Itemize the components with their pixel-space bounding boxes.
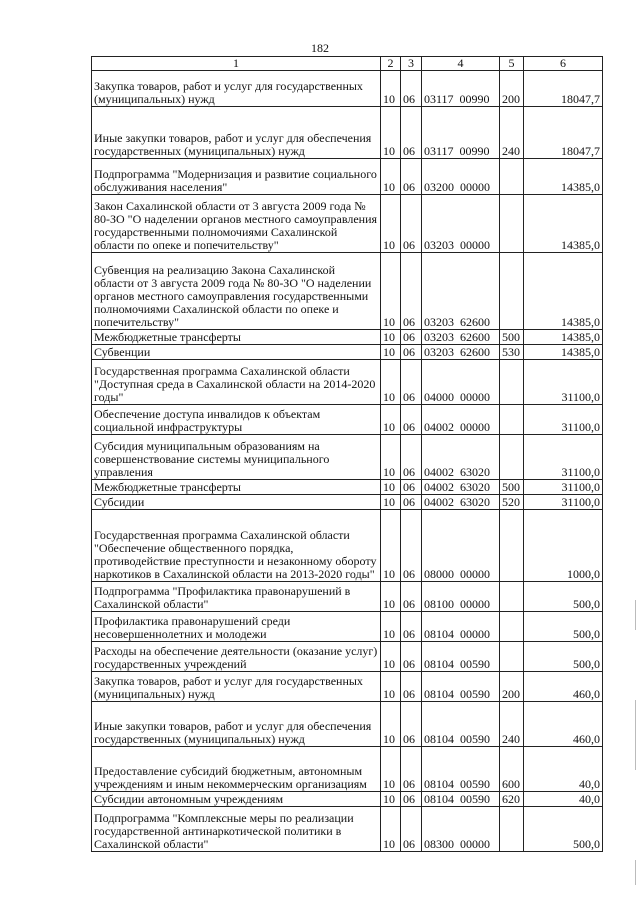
row-amount: 40,0 — [524, 747, 603, 792]
row-section: 10 — [381, 480, 401, 495]
scan-edge-mark — [635, 600, 636, 630]
row-subsection: 06 — [401, 582, 422, 612]
row-subsection: 06 — [401, 195, 422, 253]
row-name: Межбюджетные трансферты — [92, 480, 381, 495]
row-section: 10 — [381, 71, 401, 107]
table-row — [92, 330, 603, 345]
row-amount: 14385,0 — [524, 345, 603, 360]
scan-edge-mark — [635, 700, 636, 770]
header-row — [92, 57, 603, 71]
row-subsection: 06 — [401, 345, 422, 360]
row-target-code: 04002 00000 — [422, 405, 500, 435]
row-target-code: 08104 00590 — [422, 672, 500, 702]
row-section: 10 — [381, 582, 401, 612]
table-row — [92, 435, 603, 480]
row-section: 10 — [381, 495, 401, 510]
table-row — [92, 405, 603, 435]
row-subsection: 06 — [401, 495, 422, 510]
row-target-code: 04002 63020 — [422, 480, 500, 495]
table-row — [92, 792, 603, 807]
row-target-code: 03200 00000 — [422, 159, 500, 195]
column-header-section: 2 — [381, 57, 401, 71]
row-name: Подпрограмма "Профилактика правонарушений в Сахалинской области" — [92, 582, 381, 612]
row-target-code: 03117 00990 — [422, 107, 500, 159]
row-target-code: 08000 00000 — [422, 510, 500, 582]
row-amount: 460,0 — [524, 672, 603, 702]
column-header-target-code: 4 — [422, 57, 500, 71]
table-row — [92, 702, 603, 747]
row-expense-type: 600 — [500, 747, 524, 792]
row-target-code: 08104 00000 — [422, 612, 500, 642]
row-amount: 40,0 — [524, 792, 603, 807]
row-target-code: 03203 62600 — [422, 345, 500, 360]
column-header-subsection: 3 — [401, 57, 422, 71]
row-expense-type — [500, 360, 524, 405]
row-section: 10 — [381, 672, 401, 702]
row-target-code: 08100 00000 — [422, 582, 500, 612]
table-row — [92, 642, 603, 672]
row-name: Межбюджетные трансферты — [92, 330, 381, 345]
row-name: Закупка товаров, работ и услуг для государственных (муниципальных) нужд — [92, 672, 381, 702]
row-name: Предоставление субсидий бюджетным, автономным учреждениям и иным некоммерческим организациям — [92, 747, 381, 792]
row-section: 10 — [381, 612, 401, 642]
row-amount: 14385,0 — [524, 253, 603, 330]
row-expense-type — [500, 510, 524, 582]
table-row — [92, 807, 603, 852]
scan-edge-mark — [635, 860, 636, 885]
row-target-code: 08104 00590 — [422, 642, 500, 672]
row-target-code: 08104 00590 — [422, 747, 500, 792]
row-amount: 500,0 — [524, 612, 603, 642]
row-subsection: 06 — [401, 405, 422, 435]
row-amount: 31100,0 — [524, 360, 603, 405]
row-amount: 1000,0 — [524, 510, 603, 582]
row-name: Расходы на обеспечение деятельности (оказание услуг) государственных учреждений — [92, 642, 381, 672]
row-subsection: 06 — [401, 612, 422, 642]
row-name: Подпрограмма "Комплексные меры по реализации государственной антинаркотической политики в Сахалинской области" — [92, 807, 381, 852]
row-target-code: 08104 00590 — [422, 702, 500, 747]
row-name: Профилактика правонарушений среди несовершеннолетних и молодежи — [92, 612, 381, 642]
row-expense-type — [500, 807, 524, 852]
row-target-code: 04002 63020 — [422, 495, 500, 510]
row-expense-type: 240 — [500, 107, 524, 159]
row-target-code: 08104 00590 — [422, 792, 500, 807]
row-name: Иные закупки товаров, работ и услуг для обеспечения государственных (муниципальных) нужд — [92, 702, 381, 747]
row-subsection: 06 — [401, 253, 422, 330]
row-expense-type — [500, 612, 524, 642]
row-amount: 14385,0 — [524, 195, 603, 253]
table-row — [92, 253, 603, 330]
page-number: 182 — [311, 41, 329, 55]
table-row — [92, 71, 603, 107]
row-amount: 31100,0 — [524, 405, 603, 435]
row-subsection: 06 — [401, 107, 422, 159]
row-section: 10 — [381, 360, 401, 405]
row-target-code: 03203 00000 — [422, 195, 500, 253]
row-target-code: 04002 63020 — [422, 435, 500, 480]
row-expense-type: 500 — [500, 330, 524, 345]
row-name: Подпрограмма "Модернизация и развитие социального обслуживания населения" — [92, 159, 381, 195]
row-expense-type — [500, 159, 524, 195]
row-subsection: 06 — [401, 702, 422, 747]
row-expense-type — [500, 405, 524, 435]
row-subsection: 06 — [401, 480, 422, 495]
row-section: 10 — [381, 807, 401, 852]
table-row — [92, 195, 603, 253]
row-subsection: 06 — [401, 747, 422, 792]
row-target-code: 03203 62600 — [422, 330, 500, 345]
row-target-code: 08300 00000 — [422, 807, 500, 852]
table-row — [92, 480, 603, 495]
row-expense-type — [500, 435, 524, 480]
row-section: 10 — [381, 702, 401, 747]
table-row — [92, 107, 603, 159]
row-amount: 31100,0 — [524, 495, 603, 510]
row-amount: 500,0 — [524, 642, 603, 672]
row-expense-type — [500, 642, 524, 672]
row-expense-type: 200 — [500, 672, 524, 702]
row-name: Субвенции — [92, 345, 381, 360]
row-target-code: 04000 00000 — [422, 360, 500, 405]
row-amount: 500,0 — [524, 807, 603, 852]
row-expense-type: 620 — [500, 792, 524, 807]
row-expense-type: 200 — [500, 71, 524, 107]
row-section: 10 — [381, 405, 401, 435]
row-name: Субвенция на реализацию Закона Сахалинской области от 3 августа 2009 года № 80-ЗО "О наделении органов местного самоуправления государственными полномочиями Сахалинской области по опеке и попечительству" — [92, 253, 381, 330]
row-amount: 500,0 — [524, 582, 603, 612]
row-subsection: 06 — [401, 330, 422, 345]
table-row — [92, 747, 603, 792]
row-subsection: 06 — [401, 792, 422, 807]
row-section: 10 — [381, 159, 401, 195]
row-amount: 18047,7 — [524, 71, 603, 107]
row-name: Закупка товаров, работ и услуг для государственных (муниципальных) нужд — [92, 71, 381, 107]
row-name: Субсидии автономным учреждениям — [92, 792, 381, 807]
row-expense-type: 500 — [500, 480, 524, 495]
row-section: 10 — [381, 345, 401, 360]
row-name: Закон Сахалинской области от 3 августа 2009 года № 80-ЗО "О наделении органов местного самоуправления государственными полномочиями Сахалинской области по опеке и попечительству" — [92, 195, 381, 253]
table-row — [92, 345, 603, 360]
budget-table — [91, 56, 603, 852]
row-section: 10 — [381, 107, 401, 159]
row-amount: 14385,0 — [524, 159, 603, 195]
row-name: Субсидия муниципальным образованиям на совершенствование системы муниципального управления — [92, 435, 381, 480]
row-target-code: 03203 62600 — [422, 253, 500, 330]
table-row — [92, 672, 603, 702]
row-expense-type: 520 — [500, 495, 524, 510]
row-section: 10 — [381, 510, 401, 582]
row-section: 10 — [381, 435, 401, 480]
row-amount: 14385,0 — [524, 330, 603, 345]
row-expense-type: 240 — [500, 702, 524, 747]
row-subsection: 06 — [401, 510, 422, 582]
row-subsection: 06 — [401, 435, 422, 480]
row-amount: 460,0 — [524, 702, 603, 747]
row-expense-type: 530 — [500, 345, 524, 360]
table-row — [92, 360, 603, 405]
row-amount: 18047,7 — [524, 107, 603, 159]
table-row — [92, 582, 603, 612]
row-subsection: 06 — [401, 360, 422, 405]
row-subsection: 06 — [401, 642, 422, 672]
row-section: 10 — [381, 253, 401, 330]
row-name: Государственная программа Сахалинской области "Обеспечение общественного порядка, противодействие преступности и незаконному обороту наркотиков в Сахалинской области на 2013-2020 годы" — [92, 510, 381, 582]
row-name: Государственная программа Сахалинской области "Доступная среда в Сахалинской области на 2014-2020 годы" — [92, 360, 381, 405]
row-section: 10 — [381, 642, 401, 672]
row-section: 10 — [381, 195, 401, 253]
row-expense-type — [500, 253, 524, 330]
row-subsection: 06 — [401, 672, 422, 702]
row-amount: 31100,0 — [524, 480, 603, 495]
table-row — [92, 612, 603, 642]
column-header-amount: 6 — [524, 57, 603, 71]
table-row — [92, 495, 603, 510]
row-target-code: 03117 00990 — [422, 71, 500, 107]
row-subsection: 06 — [401, 159, 422, 195]
row-section: 10 — [381, 747, 401, 792]
row-section: 10 — [381, 792, 401, 807]
table-row — [92, 159, 603, 195]
row-name: Обеспечение доступа инвалидов к объектам социальной инфраструктуры — [92, 405, 381, 435]
row-subsection: 06 — [401, 71, 422, 107]
column-header-expense-type: 5 — [500, 57, 524, 71]
row-section: 10 — [381, 330, 401, 345]
row-expense-type — [500, 195, 524, 253]
table-row — [92, 510, 603, 582]
row-subsection: 06 — [401, 807, 422, 852]
column-header-name: 1 — [92, 57, 381, 71]
row-expense-type — [500, 582, 524, 612]
row-amount: 31100,0 — [524, 435, 603, 480]
row-name: Иные закупки товаров, работ и услуг для обеспечения государственных (муниципальных) нужд — [92, 107, 381, 159]
row-name: Субсидии — [92, 495, 381, 510]
